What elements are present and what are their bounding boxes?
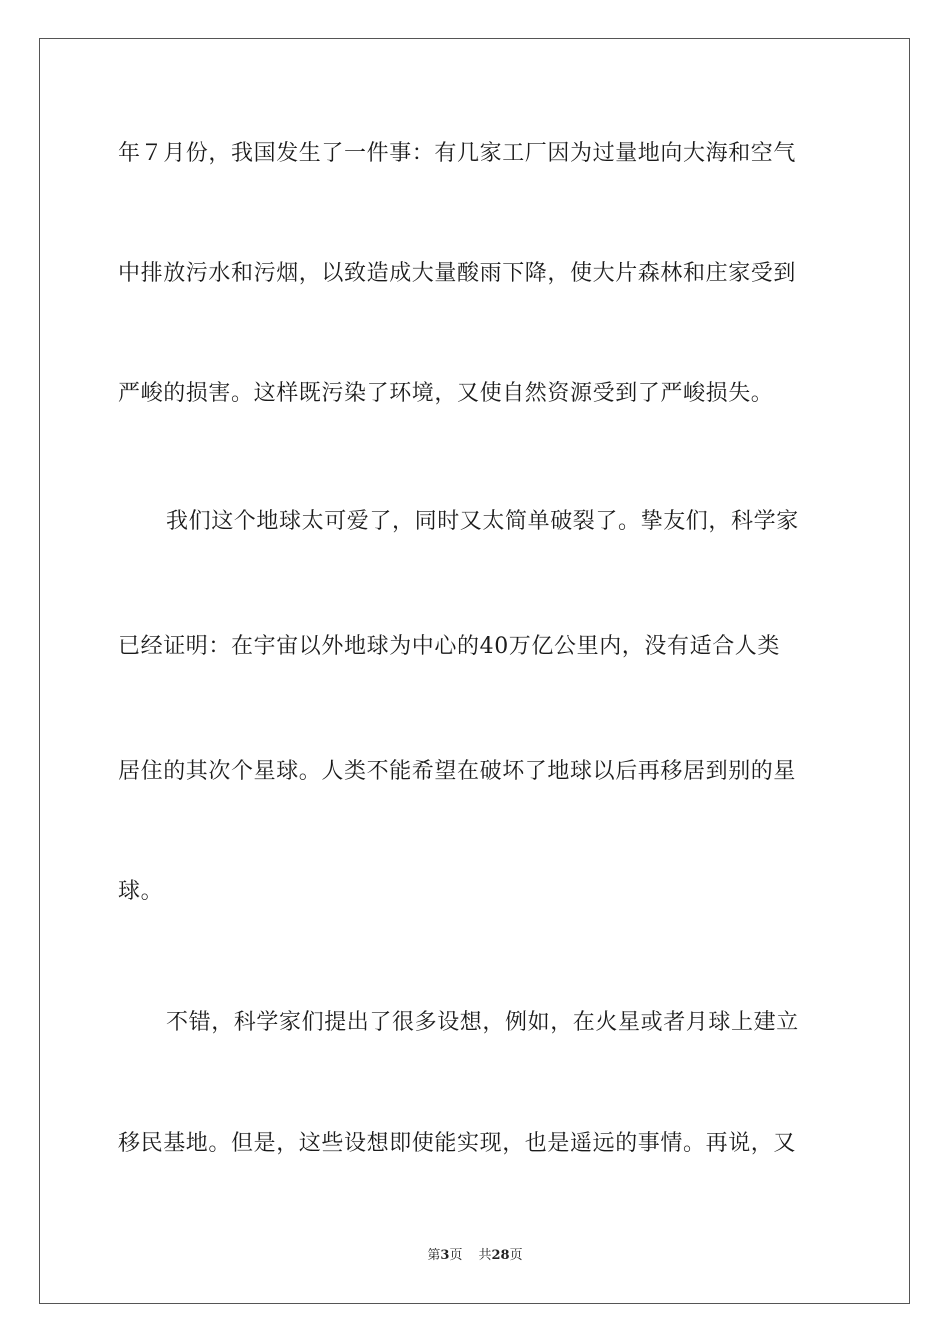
text-line: 已经证明：在宇宙以外地球为中心的40万亿公里内，没有适合人类 [118, 634, 780, 659]
paragraph-first-line: 我们这个地球太可爱了，同时又太简单破裂了。挚友们，科学家 [166, 509, 799, 534]
text-line: 居住的其次个星球。人类不能希望在破坏了地球以后再移居到别的星 [118, 759, 797, 784]
text-line: 球。 [118, 879, 164, 904]
paragraph-first-line: 不错，科学家们提出了很多设想，例如，在火星或者月球上建立 [166, 1010, 799, 1035]
text-line: 中排放污水和污烟，以致造成大量酸雨下降，使大片森林和庄家受到 [118, 261, 797, 286]
total-page-count: 28 [491, 1248, 510, 1263]
current-page-number: 3 [440, 1248, 450, 1263]
text-line: 移民基地。但是，这些设想即使能实现，也是遥远的事情。再说，又 [118, 1131, 797, 1156]
text-line: 年７月份，我国发生了一件事：有几家工厂因为过量地向大海和空气 [118, 141, 797, 166]
total-prefix: 共 [478, 1248, 492, 1263]
page-prefix: 第 [427, 1248, 441, 1263]
page-footer [0, 1247, 950, 1265]
page-unit: 页 [449, 1248, 463, 1263]
text-line: 严峻的损害。这样既污染了环境，又使自然资源受到了严峻损失。 [118, 381, 774, 406]
page-border [39, 38, 910, 1304]
total-unit: 页 [509, 1248, 523, 1263]
